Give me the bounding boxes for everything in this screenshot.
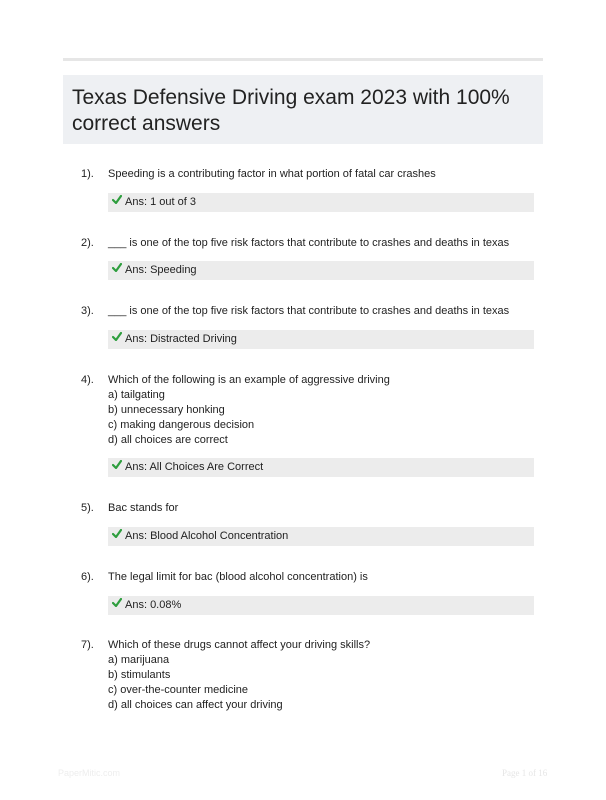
- question-number: 7).: [81, 639, 94, 651]
- question-number: 1).: [81, 168, 94, 180]
- question-line: Which of these drugs cannot affect your driving skills?: [108, 639, 371, 651]
- option-a: a) marijuana: [108, 654, 170, 666]
- question-line: The legal limit for bac (blood alcohol concentration) is: [108, 571, 368, 583]
- question-line: ___ is one of the top five risk factors that contribute to crashes and deaths in texas: [108, 237, 510, 249]
- question-number: 5).: [81, 502, 94, 514]
- question-line: ___ is one of the top five risk factors that contribute to crashes and deaths in texas: [108, 305, 510, 317]
- question-number: 2).: [81, 237, 94, 249]
- answer-text: Ans: Blood Alcohol Concentration: [125, 530, 289, 542]
- question-number: 6).: [81, 571, 94, 583]
- question-line: Speeding is a contributing factor in what portion of fatal car crashes: [108, 168, 436, 180]
- question-text: [108, 501, 538, 516]
- checkmark-icon: [112, 260, 122, 279]
- option-c: c) making dangerous decision: [108, 419, 255, 431]
- option-c: c) over-the-counter medicine: [108, 684, 249, 696]
- option-a: a) tailgating: [108, 389, 165, 401]
- checkmark-icon: [112, 457, 122, 476]
- title-banner: [63, 75, 543, 144]
- top-divider: [63, 58, 543, 61]
- answer-box: [108, 261, 534, 280]
- checkmark-icon: [112, 595, 122, 614]
- option-b: b) unnecessary honking: [108, 404, 225, 416]
- answer-text: Ans: 1 out of 3: [125, 196, 196, 208]
- answer-text: Ans: Distracted Driving: [125, 333, 237, 345]
- question-text: [108, 167, 538, 182]
- answer-box: [108, 458, 534, 477]
- question-text: [108, 236, 538, 251]
- question-number: 4).: [81, 374, 94, 386]
- checkmark-icon: [112, 526, 122, 545]
- answer-box: [108, 596, 534, 615]
- option-d: d) all choices are correct: [108, 434, 228, 446]
- question-line: Which of the following is an example of aggressive driving: [108, 374, 390, 386]
- checkmark-icon: [112, 329, 122, 348]
- question-text: [108, 638, 538, 713]
- option-b: b) stimulants: [108, 669, 171, 681]
- question-text: [108, 373, 538, 448]
- question-text: [108, 304, 538, 319]
- question-line: Bac stands for: [108, 502, 179, 514]
- page-title: Texas Defensive Driving exam 2023 with 100% correct answers: [72, 86, 510, 135]
- answer-box: [108, 330, 534, 349]
- answer-text: Ans: Speeding: [125, 264, 197, 276]
- question-text: [108, 570, 538, 585]
- option-d: d) all choices can affect your driving: [108, 699, 283, 711]
- answer-text: Ans: 0.08%: [125, 599, 182, 611]
- question-number: 3).: [81, 305, 94, 317]
- checkmark-icon: [112, 192, 122, 211]
- answer-box: [108, 193, 534, 212]
- page-number: Page 1 of 16: [502, 768, 548, 778]
- answer-text: Ans: All Choices Are Correct: [125, 461, 264, 473]
- footer-watermark: PaperMitic.com: [58, 768, 121, 778]
- answer-box: [108, 527, 534, 546]
